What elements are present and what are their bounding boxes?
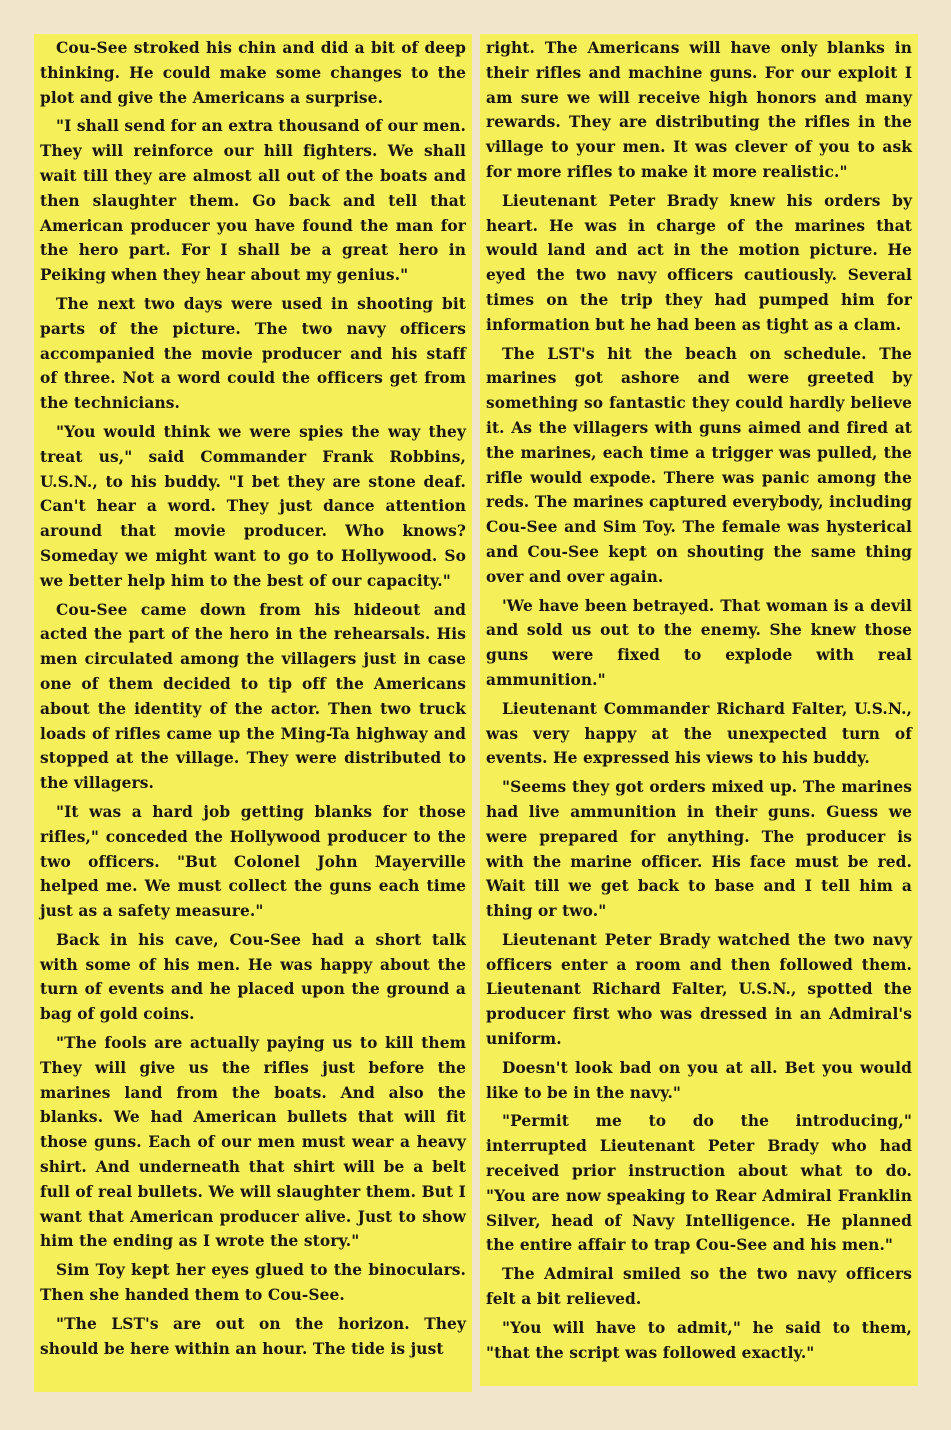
paragraph: Doesn't look bad on you at all. Bet you would like to be in the navy." [486, 1058, 912, 1102]
paragraph: "I shall send for an extra thousand of our men. They will reinforce our hill fighters. We shall wait till they are almost all out of the boats and then slaughter them. Go back and tell that American producer you have found the man for the hero part. For I shall be a great hero in Peiking when they hear about my genius." [40, 117, 466, 285]
paragraph: Lieutenant Commander Richard Falter, U.S.N., was very happy at the unexpected turn of events. He expressed his views to his buddy. [486, 699, 912, 768]
paragraph: 'We have been betrayed. That woman is a devil and sold us out to the enemy. She knew those guns were fixed to explode with real ammunition." [486, 596, 912, 689]
paragraph: The LST's hit the beach on schedule. The marines got ashore and were greeted by something so fantastic they could hardly believe it. As the villagers with guns aimed and fired at the marines, each time a trigger was pulled, the rifle would expode. There was panic among the reds. The marines captured everybody, including Cou-See and Sim Toy. The female was hysterical and Cou-See kept on shouting the same thing over and over again. [486, 344, 912, 586]
paragraph: "You would think we were spies the way they treat us," said Commander Frank Robbins, U.S.N., to his buddy. "I bet they are stone deaf. Can't hear a word. They just dance attention around that movie producer. Who knows? Someday we might want to go to Hollywood. So we better help him to the best of our capacity." [40, 422, 466, 590]
paragraph: The Admiral smiled so the two navy officers felt a bit relieved. [486, 1265, 912, 1309]
paragraph: Cou-See came down from his hideout and acted the part of the hero in the rehearsals. His men circulated among the villagers just in case one of them decided to tip off the Americans about the identity of the actor. Then two truck loads of rifles came up the Ming-Ta highway and stopped at the village. They were distributed to the villagers. [40, 600, 466, 793]
paragraph: Lieutenant Peter Brady watched the two navy officers enter a room and then followed them. Lieutenant Richard Falter, U.S.N., spotted the producer first who was dressed in an Admiral's uniform. [486, 930, 912, 1049]
paragraph: The next two days were used in shooting bit parts of the picture. The two navy officers accompanied the movie producer and his staff of three. Not a word could the officers get from the technicians. [40, 294, 466, 413]
paragraph: Back in his cave, Cou-See had a short talk with some of his men. He was happy about the turn of events and he placed upon the ground a bag of gold coins. [40, 930, 466, 1024]
paragraph: right. The Americans will have only blanks in their rifles and machine guns. For our exploit I am sure we will receive high honors and many rewards. They are distributing the rifles in the village to your men. It was clever of you to ask for more rifles to make it more realistic." [486, 39, 912, 181]
paragraph: Lieutenant Peter Brady knew his orders by heart. He was in charge of the marines that would land and act in the motion picture. He eyed the two navy officers cautiously. Several times on the trip they had pumped him for information but he had been as tight as a clam. [486, 191, 912, 334]
left-text-column [34, 34, 472, 1392]
paragraph: "Permit me to do the introducing," interrupted Lieutenant Peter Brady who had received prior instruction about what to do. "You are now speaking to Rear Admiral Franklin Silver, head of Navy Intelligence. He planned the entire affair to trap Cou-See and his men." [486, 1112, 912, 1255]
paragraph: Cou-See stroked his chin and did a bit of deep thinking. He could make some changes to the plot and give the Americans a surprise. [40, 39, 466, 107]
paragraph: "Seems they got orders mixed up. The marines had live ammunition in their guns. Guess we were prepared for anything. The producer is with the marine officer. His face must be red. Wait till we get back to base and I tell him a thing or two." [486, 778, 912, 921]
paragraph: "The LST's are out on the horizon. They should be here within an hour. The tide is just [40, 1314, 466, 1358]
paragraph: "The fools are actually paying us to kill them They will give us the rifles just before the marines land from the boats. And also the blanks. We had American bullets that will fit those guns. Each of our men must wear a heavy shirt. And underneath that shirt will be a belt full of real bullets. We will slaughter them. But I want that American producer alive. Just to show him the ending as I wrote the story." [40, 1034, 466, 1251]
paragraph: Sim Toy kept her eyes glued to the binoculars. Then she handed them to Cou-See. [40, 1261, 466, 1305]
right-text-column [480, 34, 918, 1386]
paragraph: "You will have to admit," he said to them, "that the script was followed exactly." [486, 1318, 912, 1362]
paragraph: "It was a hard job getting blanks for those rifles," conceded the Hollywood producer to the two officers. "But Colonel John Mayerville helped me. We must collect the guns each time just as a safety measure." [40, 802, 466, 921]
